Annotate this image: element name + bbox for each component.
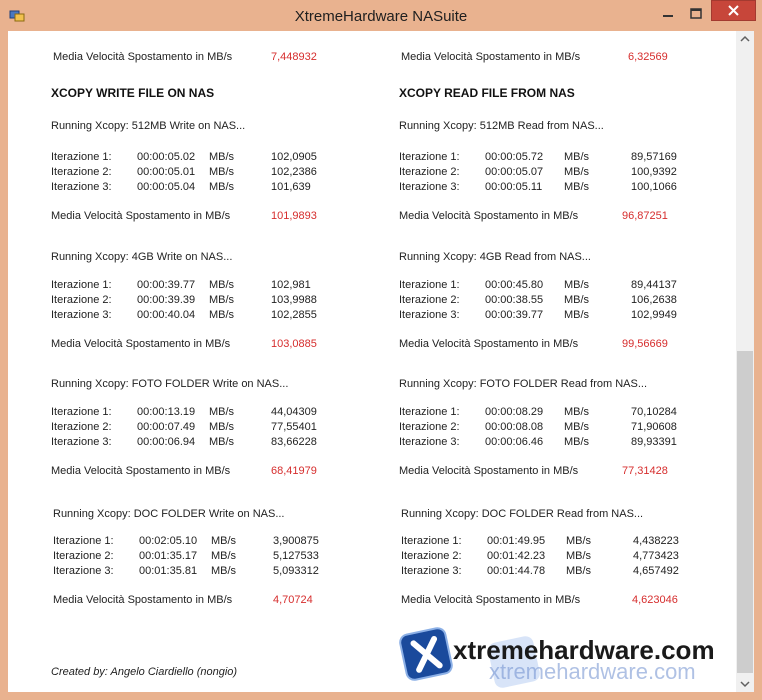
iteration-time: 00:00:05.04 — [137, 181, 196, 193]
iteration-unit: MB/s — [211, 565, 237, 577]
read-section-header: XCOPY READ FILE FROM NAS — [399, 86, 575, 100]
iteration-unit: MB/s — [564, 406, 590, 418]
iteration-time: 00:00:38.55 — [485, 294, 544, 306]
iteration-value: 3,900875 — [273, 535, 319, 547]
chevron-up-icon[interactable] — [736, 31, 754, 48]
iteration-time: 00:02:05.10 — [139, 535, 198, 547]
iteration-unit: MB/s — [564, 181, 590, 193]
iteration-unit: MB/s — [209, 406, 235, 418]
iteration-unit: MB/s — [564, 279, 590, 291]
running-line: Running Xcopy: 4GB Write on NAS... — [51, 251, 233, 263]
average-label: Media Velocità Spostamento in MB/s — [399, 210, 579, 222]
iteration-unit: MB/s — [209, 421, 235, 433]
running-line: Running Xcopy: DOC FOLDER Read from NAS... — [401, 508, 644, 520]
iteration-time: 00:00:45.80 — [485, 279, 544, 291]
average-label: Media Velocità Spostamento in MB/s — [51, 210, 231, 222]
maximize-icon[interactable] — [683, 4, 709, 24]
iteration-time: 00:00:39.39 — [137, 294, 196, 306]
iteration-label: Iterazione 1: — [53, 535, 114, 547]
iteration-label: Iterazione 1: — [51, 151, 112, 163]
average-label: Media Velocità Spostamento in MB/s — [399, 465, 579, 477]
close-icon — [712, 1, 755, 20]
average-value: 103,0885 — [271, 338, 317, 350]
window-title: XtremeHardware NASuite — [294, 8, 468, 25]
iteration-time: 00:00:13.19 — [137, 406, 196, 418]
iteration-label: Iterazione 2: — [51, 166, 112, 178]
iteration-time: 00:00:06.94 — [137, 436, 196, 448]
iteration-label: Iterazione 2: — [399, 421, 460, 433]
iteration-label: Iterazione 1: — [399, 279, 460, 291]
average-label: Media Velocità Spostamento in MB/s — [53, 594, 233, 606]
iteration-label: Iterazione 1: — [399, 151, 460, 163]
iteration-label: Iterazione 3: — [51, 436, 112, 448]
vertical-scrollbar[interactable] — [736, 31, 754, 692]
iteration-value: 71,90608 — [631, 421, 677, 433]
iteration-unit: MB/s — [209, 436, 235, 448]
iteration-unit: MB/s — [209, 309, 235, 321]
scrollbar-thumb[interactable] — [737, 351, 753, 673]
logo-text-reflection: xtremehardware.com — [489, 659, 696, 684]
iteration-value: 83,66228 — [271, 436, 317, 448]
iteration-label: Iterazione 2: — [51, 421, 112, 433]
top-read-avg-value: 6,32569 — [628, 51, 668, 63]
iteration-value: 70,10284 — [631, 406, 677, 418]
iteration-label: Iterazione 2: — [399, 294, 460, 306]
iteration-value: 101,639 — [271, 181, 311, 193]
iteration-unit: MB/s — [564, 151, 590, 163]
iteration-unit: MB/s — [564, 166, 590, 178]
average-label: Media Velocità Spostamento in MB/s — [399, 338, 579, 350]
close-button[interactable] — [711, 0, 756, 21]
results-panel — [8, 31, 754, 692]
minimize-icon[interactable] — [654, 4, 682, 24]
average-value: 77,31428 — [622, 465, 668, 477]
iteration-value: 102,9949 — [631, 309, 677, 321]
iteration-unit: MB/s — [566, 550, 592, 562]
iteration-time: 00:01:44.78 — [487, 565, 546, 577]
iteration-label: Iterazione 1: — [399, 406, 460, 418]
iteration-label: Iterazione 1: — [51, 406, 112, 418]
xtremehardware-logo — [391, 621, 751, 691]
iteration-label: Iterazione 3: — [399, 436, 460, 448]
average-label: Media Velocità Spostamento in MB/s — [401, 594, 581, 606]
iteration-time: 00:00:06.46 — [485, 436, 544, 448]
iteration-value: 77,55401 — [271, 421, 317, 433]
average-value: 68,41979 — [271, 465, 317, 477]
running-line: Running Xcopy: 512MB Write on NAS... — [51, 120, 246, 132]
iteration-value: 106,2638 — [631, 294, 677, 306]
iteration-value: 89,44137 — [631, 279, 677, 291]
average-value: 4,70724 — [273, 594, 313, 606]
iteration-time: 00:01:35.81 — [139, 565, 198, 577]
iteration-label: Iterazione 2: — [401, 550, 462, 562]
iteration-unit: MB/s — [209, 294, 235, 306]
iteration-value: 44,04309 — [271, 406, 317, 418]
iteration-unit: MB/s — [564, 294, 590, 306]
iteration-time: 00:01:35.17 — [139, 550, 198, 562]
iteration-label: Iterazione 3: — [399, 309, 460, 321]
iteration-value: 5,093312 — [273, 565, 319, 577]
iteration-value: 102,981 — [271, 279, 311, 291]
average-value: 4,623046 — [632, 594, 678, 606]
iteration-time: 00:00:05.07 — [485, 166, 544, 178]
iteration-time: 00:00:05.01 — [137, 166, 196, 178]
iteration-value: 102,2855 — [271, 309, 317, 321]
average-value: 101,9893 — [271, 210, 317, 222]
iteration-label: Iterazione 2: — [53, 550, 114, 562]
title-bar[interactable] — [0, 0, 762, 31]
running-line: Running Xcopy: FOTO FOLDER Read from NAS... — [399, 378, 647, 390]
iteration-label: Iterazione 1: — [51, 279, 112, 291]
iteration-value: 100,9392 — [631, 166, 677, 178]
iteration-unit: MB/s — [209, 279, 235, 291]
iteration-value: 4,773423 — [633, 550, 679, 562]
iteration-label: Iterazione 2: — [399, 166, 460, 178]
credit-text: Created by: Angelo Ciardiello (nongio) — [51, 666, 238, 678]
iteration-unit: MB/s — [566, 535, 592, 547]
iteration-label: Iterazione 3: — [51, 309, 112, 321]
iteration-value: 89,57169 — [631, 151, 677, 163]
iteration-unit: MB/s — [564, 421, 590, 433]
iteration-unit: MB/s — [564, 309, 590, 321]
iteration-time: 00:00:40.04 — [137, 309, 196, 321]
running-line: Running Xcopy: DOC FOLDER Write on NAS... — [53, 508, 285, 520]
iteration-value: 102,2386 — [271, 166, 317, 178]
iteration-unit: MB/s — [564, 436, 590, 448]
iteration-time: 00:00:08.29 — [485, 406, 544, 418]
iteration-unit: MB/s — [209, 181, 235, 193]
top-write-avg-value: 7,448932 — [271, 51, 317, 63]
iteration-unit: MB/s — [211, 550, 237, 562]
iteration-value: 89,93391 — [631, 436, 677, 448]
iteration-value: 102,0905 — [271, 151, 317, 163]
iteration-label: Iterazione 3: — [399, 181, 460, 193]
iteration-time: 00:00:08.08 — [485, 421, 544, 433]
iteration-value: 100,1066 — [631, 181, 677, 193]
iteration-value: 4,657492 — [633, 565, 679, 577]
iteration-label: Iterazione 3: — [51, 181, 112, 193]
iteration-time: 00:00:05.02 — [137, 151, 196, 163]
chevron-down-icon[interactable] — [736, 675, 754, 692]
iteration-value: 4,438223 — [633, 535, 679, 547]
iteration-unit: MB/s — [209, 166, 235, 178]
iteration-label: Iterazione 2: — [51, 294, 112, 306]
iteration-value: 103,9988 — [271, 294, 317, 306]
iteration-time: 00:01:42.23 — [487, 550, 546, 562]
iteration-time: 00:00:39.77 — [485, 309, 544, 321]
iteration-time: 00:01:49.95 — [487, 535, 546, 547]
average-label: Media Velocità Spostamento in MB/s — [51, 338, 231, 350]
average-value: 96,87251 — [622, 210, 668, 222]
iteration-label: Iterazione 1: — [401, 535, 462, 547]
iteration-time: 00:00:39.77 — [137, 279, 196, 291]
top-write-avg-label: Media Velocità Spostamento in MB/s — [53, 51, 233, 63]
iteration-label: Iterazione 3: — [401, 565, 462, 577]
logo-text: xtremehardware.com — [453, 635, 715, 665]
iteration-unit: MB/s — [209, 151, 235, 163]
iteration-time: 00:00:07.49 — [137, 421, 196, 433]
running-line: Running Xcopy: 4GB Read from NAS... — [399, 251, 591, 263]
iteration-label: Iterazione 3: — [53, 565, 114, 577]
running-line: Running Xcopy: 512MB Read from NAS... — [399, 120, 604, 132]
iteration-unit: MB/s — [211, 535, 237, 547]
iteration-time: 00:00:05.11 — [485, 181, 543, 193]
iteration-time: 00:00:05.72 — [485, 151, 544, 163]
top-read-avg-label: Media Velocità Spostamento in MB/s — [401, 51, 581, 63]
iteration-unit: MB/s — [566, 565, 592, 577]
iteration-value: 5,127533 — [273, 550, 319, 562]
write-section-header: XCOPY WRITE FILE ON NAS — [51, 86, 215, 100]
running-line: Running Xcopy: FOTO FOLDER Write on NAS... — [51, 378, 289, 390]
average-label: Media Velocità Spostamento in MB/s — [51, 465, 231, 477]
average-value: 99,56669 — [622, 338, 668, 350]
